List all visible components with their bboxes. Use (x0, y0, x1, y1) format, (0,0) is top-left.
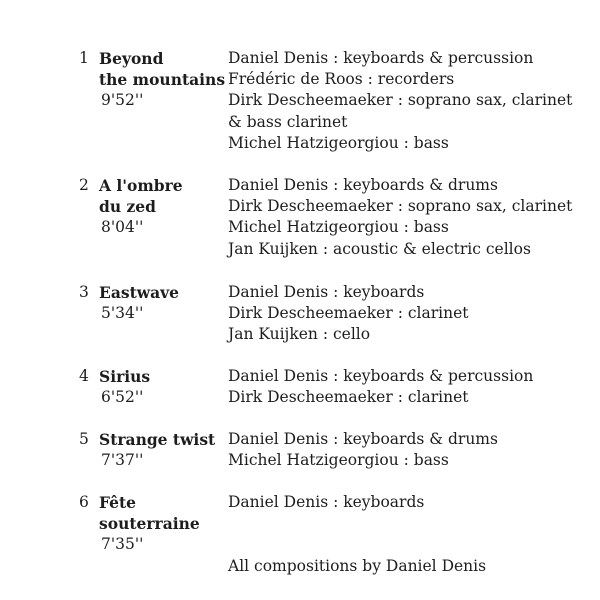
track-number: 6 (79, 493, 89, 511)
personnel-line: Dirk Descheemaeker : soprano sax, clarinet (228, 197, 573, 216)
track-title (99, 175, 229, 238)
track-title-line: Fête (99, 493, 137, 512)
personnel-line: Daniel Denis : keyboards (228, 493, 425, 511)
track-title-line: Strange twist (99, 430, 216, 449)
track-duration: 6'52'' (101, 388, 144, 406)
personnel-line: Michel Hatzigeorgiou : bass (228, 218, 449, 237)
track-title (99, 282, 229, 324)
personnel-line: Jan Kuijken : acoustic & electric cellos (228, 239, 531, 258)
track-duration: 7'37'' (101, 451, 144, 469)
track-title (99, 366, 229, 408)
personnel-line: & bass clarinet (228, 112, 348, 131)
track-personnel (228, 175, 588, 260)
track-title-line: Sirius (99, 367, 151, 386)
track-number: 5 (79, 430, 89, 448)
track-title-line: Eastwave (99, 283, 179, 302)
track-title-line: A l'ombre (99, 176, 183, 195)
track-title-line: souterraine (99, 514, 200, 533)
personnel-line: Daniel Denis : keyboards & drums (228, 430, 498, 448)
track-number: 1 (79, 49, 89, 67)
personnel-line: Dirk Descheemaeker : clarinet (228, 388, 469, 407)
personnel-line: Daniel Denis : keyboards & percussion (228, 49, 534, 67)
track-personnel (228, 48, 588, 154)
personnel-line: Jan Kuijken : cello (228, 325, 371, 344)
track-title (99, 492, 229, 555)
track-number: 3 (79, 283, 89, 301)
track-duration: 9'52'' (101, 91, 144, 109)
track-duration: 8'04'' (101, 218, 144, 236)
track-personnel (228, 429, 588, 471)
personnel-line: Frédéric de Roos : recorders (228, 70, 455, 89)
track-personnel (228, 366, 588, 408)
track-title-line: the mountains (99, 70, 226, 89)
personnel-line: Dirk Descheemaeker : soprano sax, clarinet (228, 91, 573, 110)
track-title (99, 48, 229, 111)
track-title-line: du zed (99, 197, 157, 216)
composition-credit: All compositions by Daniel Denis (228, 557, 487, 575)
track-personnel (228, 282, 588, 346)
personnel-line: Michel Hatzigeorgiou : bass (228, 133, 449, 152)
personnel-line: Michel Hatzigeorgiou : bass (228, 451, 449, 470)
track-number: 4 (79, 367, 89, 385)
personnel-line: Dirk Descheemaeker : clarinet (228, 304, 469, 323)
track-number: 2 (79, 176, 89, 194)
track-title-line: Beyond (99, 49, 164, 68)
track-duration: 5'34'' (101, 304, 144, 322)
personnel-line: Daniel Denis : keyboards (228, 283, 425, 301)
personnel-line: Daniel Denis : keyboards & drums (228, 176, 498, 194)
personnel-line: Daniel Denis : keyboards & percussion (228, 367, 534, 385)
track-title (99, 429, 229, 471)
track-personnel (228, 492, 588, 513)
track-duration: 7'35'' (101, 535, 144, 553)
